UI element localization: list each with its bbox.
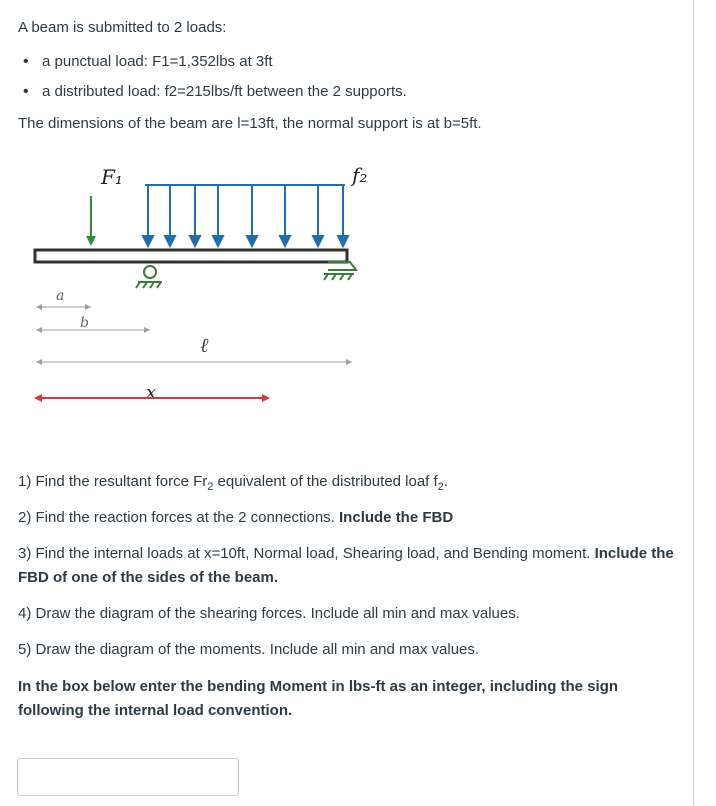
page-border-right xyxy=(693,0,694,806)
answer-input[interactable] xyxy=(17,758,239,796)
f2-arrows xyxy=(143,185,348,246)
roller-support xyxy=(324,262,356,280)
question-2: 2) Find the reaction forces at the 2 connections. Include the FBD xyxy=(18,509,454,526)
instruction-text: In the box below enter the bending Moment in lbs-ft as an integer, including the sign following the internal load convention. xyxy=(18,678,619,719)
label-b: b xyxy=(80,315,89,331)
beam xyxy=(35,250,347,262)
question-3: 3) Find the internal loads at x=10ft, Normal load, Shearing load, and Bending moment. Include the FBD of one of the sides of the beam. xyxy=(18,545,674,586)
list-item: • a distributed load: f2=215lbs/ft between the 2 supports. xyxy=(18,82,407,112)
label-f1: F₁ xyxy=(101,165,123,189)
loads-list xyxy=(18,52,407,112)
question-5: 5) Draw the diagram of the moments. Include all min and max values. xyxy=(18,641,480,658)
label-l: ℓ xyxy=(200,333,209,357)
intro-text: A beam is submitted to 2 loads: xyxy=(18,19,227,36)
f1-arrow xyxy=(86,196,96,246)
label-a: a xyxy=(56,288,65,304)
pin-support xyxy=(136,266,162,288)
beam-diagram xyxy=(0,140,420,420)
label-x: x xyxy=(146,382,157,403)
label-f2: f₂ xyxy=(352,163,368,187)
question-4: 4) Draw the diagram of the shearing forces. Include all min and max values. xyxy=(18,605,520,622)
question-1: 1) Find the resultant force $Fr_2$ equivalent of the distributed loaf $f_2$. xyxy=(18,473,448,493)
list-item: • a punctual load: F1=1,352lbs at 3ft xyxy=(18,52,407,82)
dimensions-text: The dimensions of the beam are l=13ft, the normal support is at b=5ft. xyxy=(18,115,482,132)
